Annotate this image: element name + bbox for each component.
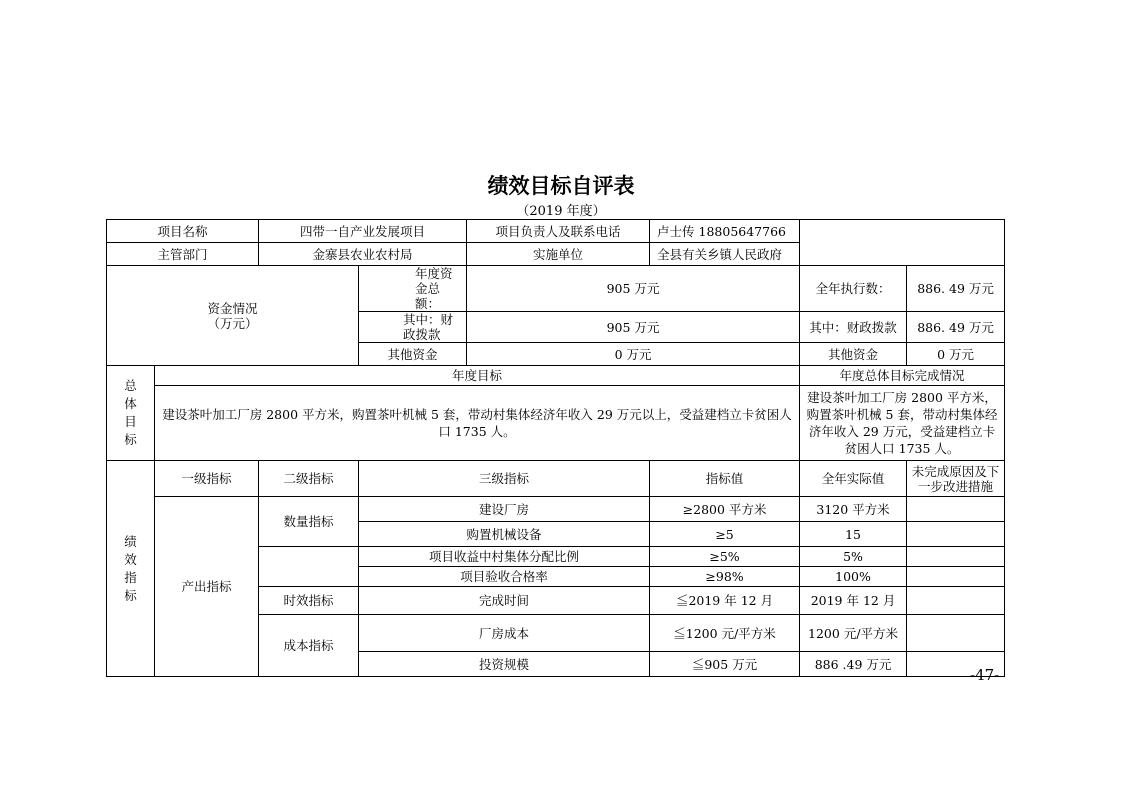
blank-cell (800, 220, 1005, 266)
level2-blank (259, 547, 359, 587)
contact-label: 项目负责人及联系电话 (467, 220, 650, 243)
item-actual: 3120 平方米 (800, 497, 907, 522)
header-reason: 未完成原因及下一步改进措施 (907, 461, 1005, 497)
header-actual: 全年实际值 (800, 461, 907, 497)
item-name: 项目验收合格率 (359, 567, 650, 587)
other-exec-label: 其他资金 (800, 343, 907, 366)
level2-quantity: 数量指标 (259, 497, 359, 547)
item-reason (907, 615, 1005, 652)
impl-value: 全县有关乡镇人民政府 (650, 243, 800, 266)
level2-cost: 成本指标 (259, 615, 359, 677)
completion-text: 建设茶叶加工厂房 2800 平方米，购置茶叶机械 5 套，带动村集体经济年收入 29 万元，受益建档立卡贫困人口 1735 人。 (800, 386, 1005, 461)
level1-output: 产出指标 (155, 497, 259, 677)
fund-total-value: 905 万元 (467, 266, 800, 312)
item-reason (907, 587, 1005, 615)
indicator-section-label: 绩 效 指 标 (107, 461, 155, 677)
completion-header: 年度总体目标完成情况 (800, 366, 1005, 386)
header-level1: 一级指标 (155, 461, 259, 497)
item-target: ≥98% (650, 567, 800, 587)
header-target: 指标值 (650, 461, 800, 497)
item-name: 建设厂房 (359, 497, 650, 522)
item-actual: 15 (800, 522, 907, 547)
item-actual: 886 .49 万元 (800, 652, 907, 677)
item-name: 完成时间 (359, 587, 650, 615)
item-reason (907, 567, 1005, 587)
item-actual: 1200 元/平方米 (800, 615, 907, 652)
item-actual: 100% (800, 567, 907, 587)
impl-label: 实施单位 (467, 243, 650, 266)
item-reason (907, 497, 1005, 522)
fund-total-label: 年度资金总额： (359, 266, 467, 312)
item-name: 投资规模 (359, 652, 650, 677)
annual-goal-header: 年度目标 (155, 366, 800, 386)
page-title: 绩效目标自评表 (487, 174, 635, 198)
item-target: ≦2019 年 12 月 (650, 587, 800, 615)
fiscal-exec-label: 其中：财政拨款 (800, 312, 907, 343)
item-target: ≥5 (650, 522, 800, 547)
goal-section-label: 总 体 目 标 (107, 366, 155, 461)
fund-label: 资金情况 （万元） (107, 266, 359, 366)
exec-value: 886. 49 万元 (907, 266, 1005, 312)
item-target: ≥5% (650, 547, 800, 567)
project-name-label: 项目名称 (107, 220, 259, 243)
item-target: ≦1200 元/平方米 (650, 615, 800, 652)
item-reason (907, 522, 1005, 547)
item-actual: 5% (800, 547, 907, 567)
item-name: 购置机械设备 (359, 522, 650, 547)
item-target: ≥2800 平方米 (650, 497, 800, 522)
page-number: -47- (970, 666, 1000, 684)
other-exec-value: 0 万元 (907, 343, 1005, 366)
page-subtitle: （2019 年度） (516, 204, 606, 219)
fiscal-value: 905 万元 (467, 312, 800, 343)
item-reason (907, 547, 1005, 567)
fiscal-exec-value: 886. 49 万元 (907, 312, 1005, 343)
item-actual: 2019 年 12 月 (800, 587, 907, 615)
item-name: 厂房成本 (359, 615, 650, 652)
evaluation-table (106, 219, 1005, 677)
project-name-value: 四带一自产业发展项目 (259, 220, 467, 243)
other-value: 0 万元 (467, 343, 800, 366)
other-label: 其他资金 (359, 343, 467, 366)
contact-value: 卢士传 18805647766 (650, 220, 800, 243)
header-level2: 二级指标 (259, 461, 359, 497)
exec-label: 全年执行数： (800, 266, 907, 312)
dept-label: 主管部门 (107, 243, 259, 266)
annual-goal-text: 建设茶叶加工厂房 2800 平方米，购置茶叶机械 5 套，带动村集体经济年收入 29 万元以上，受益建档立卡贫困人口 1735 人。 (155, 386, 800, 461)
header-level3: 三级指标 (359, 461, 650, 497)
dept-value: 金寨县农业农村局 (259, 243, 467, 266)
item-target: ≦905 万元 (650, 652, 800, 677)
level2-time: 时效指标 (259, 587, 359, 615)
item-name: 项目收益中村集体分配比例 (359, 547, 650, 567)
fiscal-label: 其中：财政拨款 (359, 312, 467, 343)
